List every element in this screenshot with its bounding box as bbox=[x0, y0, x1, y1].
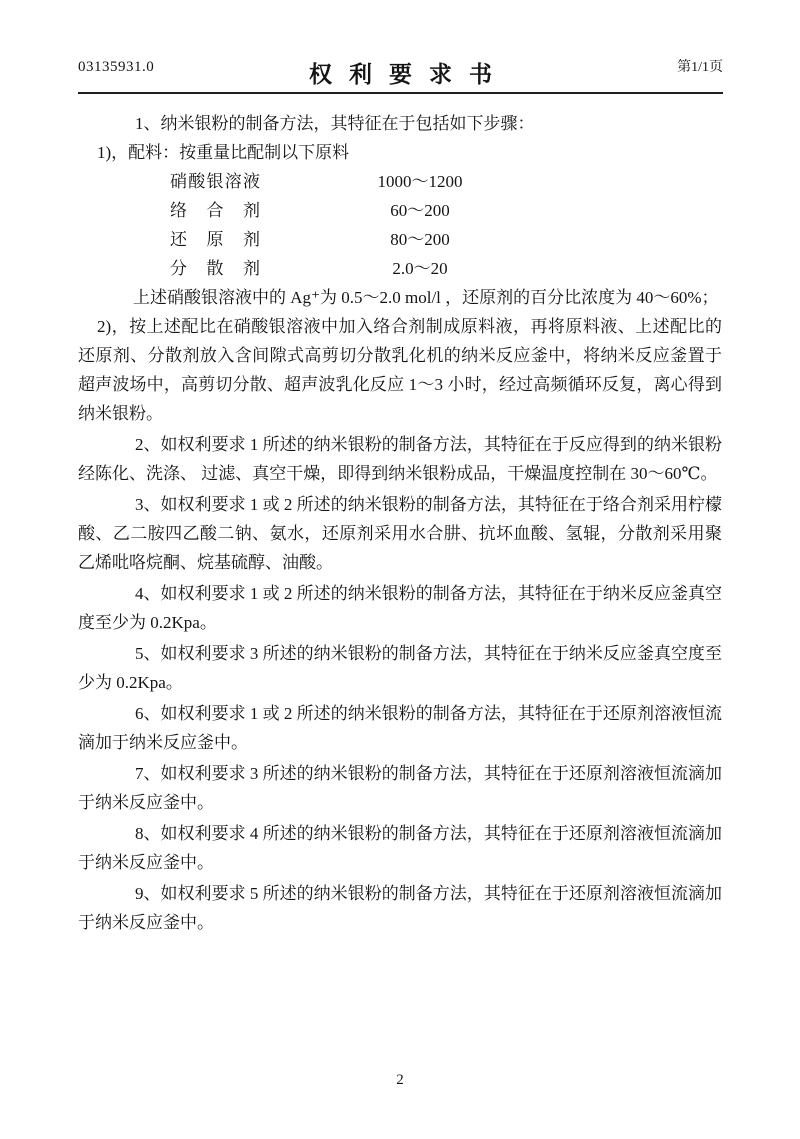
ingredient-table bbox=[78, 167, 722, 283]
ingredient-row bbox=[78, 225, 722, 254]
footer-page-number: 2 bbox=[396, 1072, 404, 1088]
ingredient-row bbox=[78, 167, 722, 196]
ingredient-amount: 1000～1200 bbox=[377, 172, 463, 191]
page-footer bbox=[0, 1072, 800, 1089]
page-title: 权利要求书 bbox=[309, 62, 509, 87]
header-rule bbox=[78, 92, 723, 94]
claim-1-step-1: 1)，配料：按重量比配制以下原料 bbox=[97, 143, 350, 162]
ingredient-amount: 80～200 bbox=[390, 230, 450, 249]
ingredient-name: 硝酸银溶液 bbox=[170, 172, 260, 191]
claim-1-intro: 1、纳米银粉的制备方法，其特征在于包括如下步骤： bbox=[135, 114, 535, 133]
ingredient-name: 络合剂 bbox=[170, 201, 260, 220]
ingredient-row bbox=[78, 254, 722, 283]
claim-6: 6、如权利要求 1 或 2 所述的纳米银粉的制备方法，其特征在于还原剂溶液恒流滴加于纳米反应釜中。 bbox=[78, 704, 722, 752]
claim-1-step-2: 2)，按上述配比在硝酸银溶液中加入络合剂制成原料液，再将原料液、上述配比的还原剂、分散剂放入含间隙式高剪切分散乳化机的纳米反应釜中，将纳米反应釜置于超声波场中，高剪切分散、超声波乳化反应 1～3 小时，经过高频循环反复，离心得到纳米银粉。 bbox=[78, 317, 722, 423]
ingredient-amount: 2.0～20 bbox=[392, 259, 448, 278]
claims-body bbox=[78, 109, 722, 937]
page-title-wrap bbox=[78, 56, 723, 89]
claim-5: 5、如权利要求 3 所述的纳米银粉的制备方法，其特征在于纳米反应釜真空度至少为 0.2Kpa。 bbox=[78, 644, 722, 692]
page-header bbox=[78, 56, 723, 87]
claim-9: 9、如权利要求 5 所述的纳米银粉的制备方法，其特征在于还原剂溶液恒流滴加于纳米反应釜中。 bbox=[78, 884, 722, 932]
application-number: 03135931.0 bbox=[78, 59, 155, 75]
ingredient-name: 还原剂 bbox=[170, 230, 260, 249]
ingredient-row bbox=[78, 196, 722, 225]
claim-3: 3、如权利要求 1 或 2 所述的纳米银粉的制备方法，其特征在于络合剂采用柠檬酸、乙二胺四乙酸二钠、氨水，还原剂采用水合肼、抗坏血酸、氢辊，分散剂采用聚乙烯吡咯烷酮、烷基硫醇、油酸。 bbox=[78, 495, 722, 572]
claim-7: 7、如权利要求 3 所述的纳米银粉的制备方法，其特征在于还原剂溶液恒流滴加于纳米反应釜中。 bbox=[78, 764, 722, 812]
claim-1-note: 上述硝酸银溶液中的 Ag⁺为 0.5～2.0 mol/l ，还原剂的百分比浓度为 40～60%； bbox=[133, 288, 719, 307]
claim-2: 2、如权利要求 1 所述的纳米银粉的制备方法，其特征在于反应得到的纳米银粉经陈化、洗涤、 过滤、真空干燥，即得到纳米银粉成品，干燥温度控制在 30～60℃。 bbox=[78, 435, 722, 483]
ingredient-amount: 60～200 bbox=[390, 201, 450, 220]
ingredient-name: 分散剂 bbox=[170, 259, 260, 278]
claim-8: 8、如权利要求 4 所述的纳米银粉的制备方法，其特征在于还原剂溶液恒流滴加于纳米反应釜中。 bbox=[78, 824, 722, 872]
page-indicator: 第1/1页 bbox=[677, 60, 723, 75]
claim-4: 4、如权利要求 1 或 2 所述的纳米银粉的制备方法，其特征在于纳米反应釜真空度至少为 0.2Kpa。 bbox=[78, 584, 722, 632]
